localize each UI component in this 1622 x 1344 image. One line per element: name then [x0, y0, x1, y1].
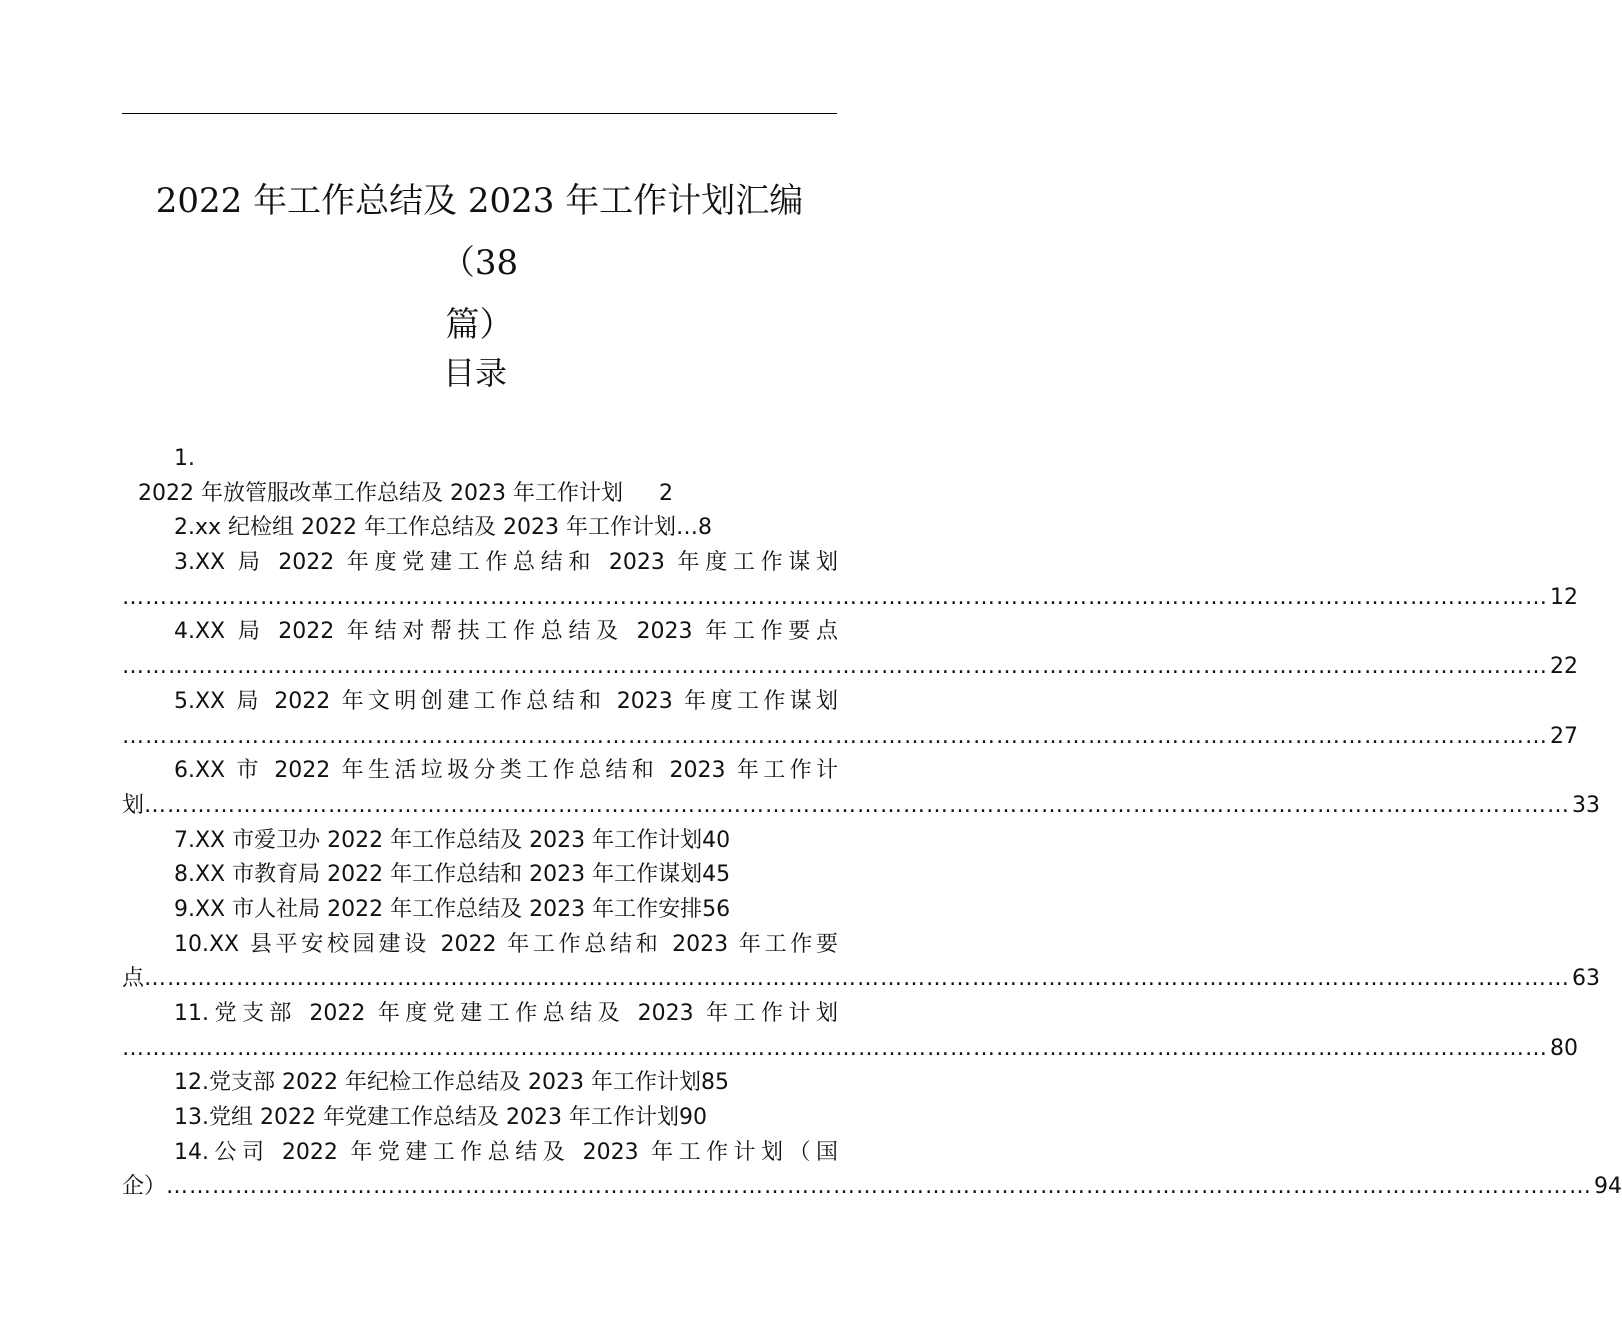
toc-entry-3-page: 12: [1550, 584, 1578, 610]
toc-entry-13-text: 13.党组 2022 年党建工作总结及 2023 年工作计划: [174, 1105, 679, 1131]
toc-entry-9-page: 56: [702, 896, 731, 922]
toc-entry-6-leader-line[interactable]: [122, 789, 1601, 824]
toc-entry-7[interactable]: [122, 824, 838, 859]
toc-entry-14-leader-line[interactable]: [122, 1170, 1622, 1205]
toc-entry-1-number[interactable]: 1.: [174, 446, 195, 471]
toc-heading: 目录: [442, 354, 507, 392]
toc-entry-10-leader: ……………………………………………………………………………………………………………………………………………………………………: [144, 966, 1571, 992]
toc-entry-8-text: 8.XX 市教育局 2022 年工作总结和 2023 年工作谋划: [174, 862, 703, 888]
toc-entry-14[interactable]: [122, 1136, 838, 1171]
toc-entry-11-leader: ……………………………………………………………………………………………………………………………………………………………………: [122, 1035, 1548, 1061]
toc-entry-5-text: 5.XX 局 2022 年文明创建工作总结和 2023 年度工作谋划: [174, 688, 838, 714]
toc-entry-1-text: 2022 年放管服改革工作总结及 2023 年工作计划: [138, 480, 623, 506]
toc-entry-2-page: 8: [697, 515, 712, 541]
toc-entry-3-text: 3.XX 局 2022 年度党建工作总结和 2023 年度工作谋划: [174, 550, 838, 576]
toc-entry-14-page: 94: [1594, 1174, 1622, 1200]
toc-entry-4-leader: ……………………………………………………………………………………………………………………………………………………………………: [122, 654, 1548, 680]
toc-entry-10-text: 10.XX 县平安校园建设 2022 年工作总结和 2023 年工作要: [174, 931, 838, 957]
toc-entry-14-text-cont: 企）: [122, 1174, 167, 1200]
title-line-1: 2022 年工作总结及 2023 年工作计划汇编（38: [155, 181, 804, 283]
toc-entry-2[interactable]: [122, 511, 838, 546]
toc-entry-6[interactable]: [122, 754, 838, 789]
toc-entry-5[interactable]: [122, 685, 838, 720]
toc-entry-10-page: 63: [1572, 966, 1601, 992]
toc-entry-4[interactable]: [122, 615, 838, 650]
table-of-contents: [122, 442, 1622, 1205]
toc-entry-5-leader: ……………………………………………………………………………………………………………………………………………………………………: [122, 723, 1548, 749]
toc-entry-6-page: 33: [1572, 792, 1601, 818]
header-rule: [122, 113, 837, 114]
toc-entry-4-page: 22: [1550, 654, 1578, 680]
toc-entry-6-text: 6.XX 市 2022 年生活垃圾分类工作总结和 2023 年工作计: [174, 758, 838, 784]
toc-entry-9-text: 9.XX 市人社局 2022 年工作总结及 2023 年工作安排: [174, 896, 703, 922]
toc-entry-12-text: 12.党支部 2022 年纪检工作总结及 2023 年工作计划: [174, 1070, 701, 1096]
toc-entry-12-page: 85: [700, 1070, 729, 1096]
toc-entry-14-text: 14.公司 2022 年党建工作总结及 2023 年工作计划（国: [174, 1139, 838, 1165]
toc-entry-6-text-cont: 划: [122, 792, 145, 818]
toc-entry-11-page: 80: [1550, 1035, 1578, 1061]
toc-entry-9[interactable]: [122, 893, 838, 928]
toc-entry-8-page: 45: [702, 862, 731, 888]
toc-entry-12[interactable]: [122, 1066, 838, 1101]
toc-entry-7-text: 7.XX 市爱卫办 2022 年工作总结及 2023 年工作计划: [174, 827, 703, 853]
toc-entry-8[interactable]: [122, 858, 838, 893]
toc-entry-10[interactable]: [122, 928, 838, 963]
toc-entry-4-leader-line[interactable]: [122, 650, 1578, 685]
toc-entry-3-leader: ……………………………………………………………………………………………………………………………………………………………………: [122, 584, 1548, 610]
toc-entry-11[interactable]: [122, 997, 838, 1032]
toc-entry-5-page: 27: [1550, 723, 1578, 749]
toc-entry-5-leader-line[interactable]: [122, 720, 1578, 755]
toc-entry-4-text: 4.XX 局 2022 年结对帮扶工作总结及 2023 年工作要点: [174, 619, 838, 645]
toc-entry-10-text-cont: 点: [122, 966, 145, 992]
toc-entry-1[interactable]: [122, 477, 838, 512]
toc-entry-2-text: 2.xx 纪检组 2022 年工作总结及 2023 年工作计划: [174, 515, 676, 541]
toc-entry-11-leader-line[interactable]: [122, 1032, 1578, 1067]
toc-entry-3[interactable]: [122, 546, 838, 581]
toc-entry-14-leader: ……………………………………………………………………………………………………………………………………………………………………: [166, 1174, 1593, 1200]
toc-entry-13-page: 90: [678, 1105, 707, 1131]
toc-entry-1-page: 2: [658, 480, 673, 506]
toc-entry-3-leader-line[interactable]: [122, 581, 1578, 616]
toc-entry-6-leader: ……………………………………………………………………………………………………………………………………………………………………: [144, 792, 1571, 818]
title-line-2: 篇）: [445, 305, 514, 345]
toc-entry-11-text: 11.党支部 2022 年度党建工作总结及 2023 年工作计划: [174, 1001, 838, 1026]
toc-entry-2-leader: …: [675, 515, 698, 541]
document-title: [122, 170, 837, 356]
toc-entry-7-page: 40: [702, 827, 731, 853]
toc-entry-13[interactable]: [122, 1101, 838, 1136]
toc-entry-10-leader-line[interactable]: [122, 962, 1601, 997]
